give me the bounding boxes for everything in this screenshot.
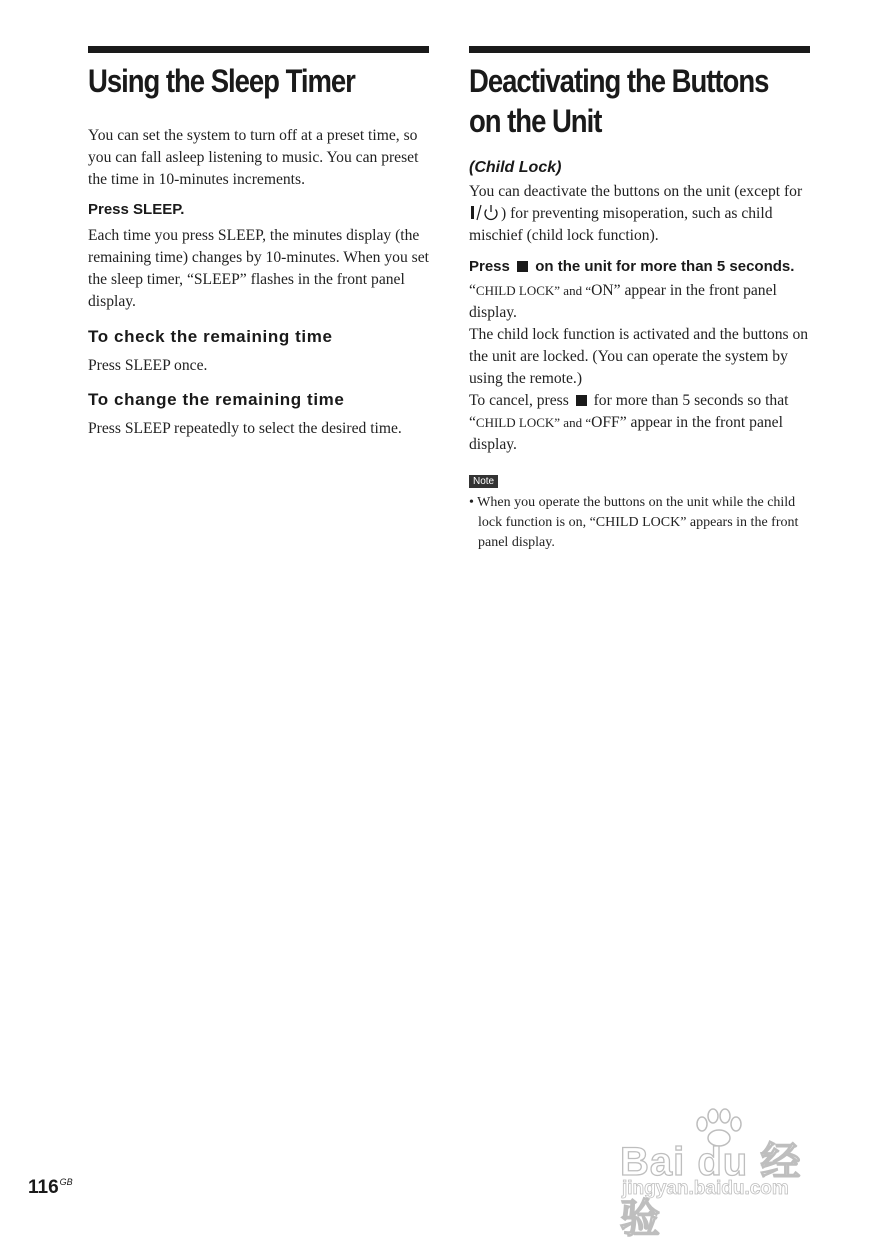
stop-button-icon	[576, 395, 587, 406]
change-remaining-body: Press SLEEP repeatedly to select the desired time.	[88, 420, 402, 437]
child-lock-section	[469, 46, 810, 553]
title-line-1: Deactivating the Buttons	[469, 63, 769, 99]
page-number-value: 116	[28, 1177, 59, 1198]
page-number	[28, 1177, 73, 1199]
watermark-url: jingyan.baidu.com	[622, 1178, 789, 1199]
result-end: ” appear in the front panel display.	[469, 282, 777, 321]
section-rule	[88, 46, 429, 53]
child-lock-subtitle: (Child Lock)	[469, 159, 562, 176]
child-lock-title	[469, 61, 769, 141]
note-badge: Note	[469, 475, 498, 488]
stop-button-icon	[517, 261, 528, 272]
check-remaining-heading: To check the remaining time	[88, 327, 333, 346]
intro-text-before: You can deactivate the buttons on the unit (except for	[469, 183, 803, 200]
cancel-before: To cancel, press	[469, 392, 569, 409]
note-block	[469, 471, 810, 553]
sleep-body: Each time you press SLEEP, the minutes display (the remaining time) changes by 10-minutes. When you set the sleep timer, “SLEEP” flashes in the front panel display.	[88, 227, 429, 310]
page-region-suffix: GB	[59, 1177, 73, 1187]
display-child-lock: CHILD LOCK	[475, 415, 555, 430]
quote-and: ” and “	[554, 283, 592, 298]
section-rule	[469, 46, 810, 53]
quote-and: ” and “	[554, 415, 592, 430]
sleep-timer-title: Using the Sleep Timer	[88, 63, 355, 99]
child-lock-instruction	[469, 256, 810, 277]
child-lock-activated: The child lock function is activated and the buttons on the unit are locked. (You can operate the system by using the remote.)	[469, 326, 809, 387]
title-line-2: on the Unit	[469, 103, 602, 139]
display-off: OFF	[591, 414, 620, 431]
sleep-timer-intro: You can set the system to turn off at a preset time, so you can fall asleep listening to music. You can preset the time in 10-minutes increments.	[88, 127, 419, 188]
cancel-end: ” appear in the front panel display.	[469, 414, 783, 453]
sleep-instruction: Press SLEEP.	[88, 201, 185, 218]
display-on: ON	[591, 282, 614, 299]
change-remaining-heading: To change the remaining time	[88, 390, 345, 409]
check-remaining-body: Press SLEEP once.	[88, 357, 208, 374]
intro-text-after: ) for preventing misoperation, such as child mischief (child lock function).	[469, 205, 773, 244]
display-child-lock: CHILD LOCK	[475, 283, 555, 298]
instruction-before: Press	[469, 258, 510, 275]
child-lock-intro	[469, 181, 810, 247]
note-item: • When you operate the buttons on the unit while the child lock function is on, “CHILD LOCK” appears in the front panel display.	[469, 495, 799, 550]
child-lock-result	[469, 280, 810, 324]
watermark-brand: Bai du 经验	[620, 1140, 802, 1241]
power-standby-icon	[469, 204, 501, 221]
note-list	[469, 493, 810, 553]
sleep-timer-section	[88, 46, 429, 440]
instruction-after: on the unit for more than 5 seconds.	[535, 258, 795, 275]
quote-open: “	[469, 282, 476, 299]
baidu-watermark	[620, 1108, 830, 1241]
cancel-mid: for more than 5 seconds so that “	[469, 392, 789, 431]
child-lock-cancel	[469, 390, 810, 456]
